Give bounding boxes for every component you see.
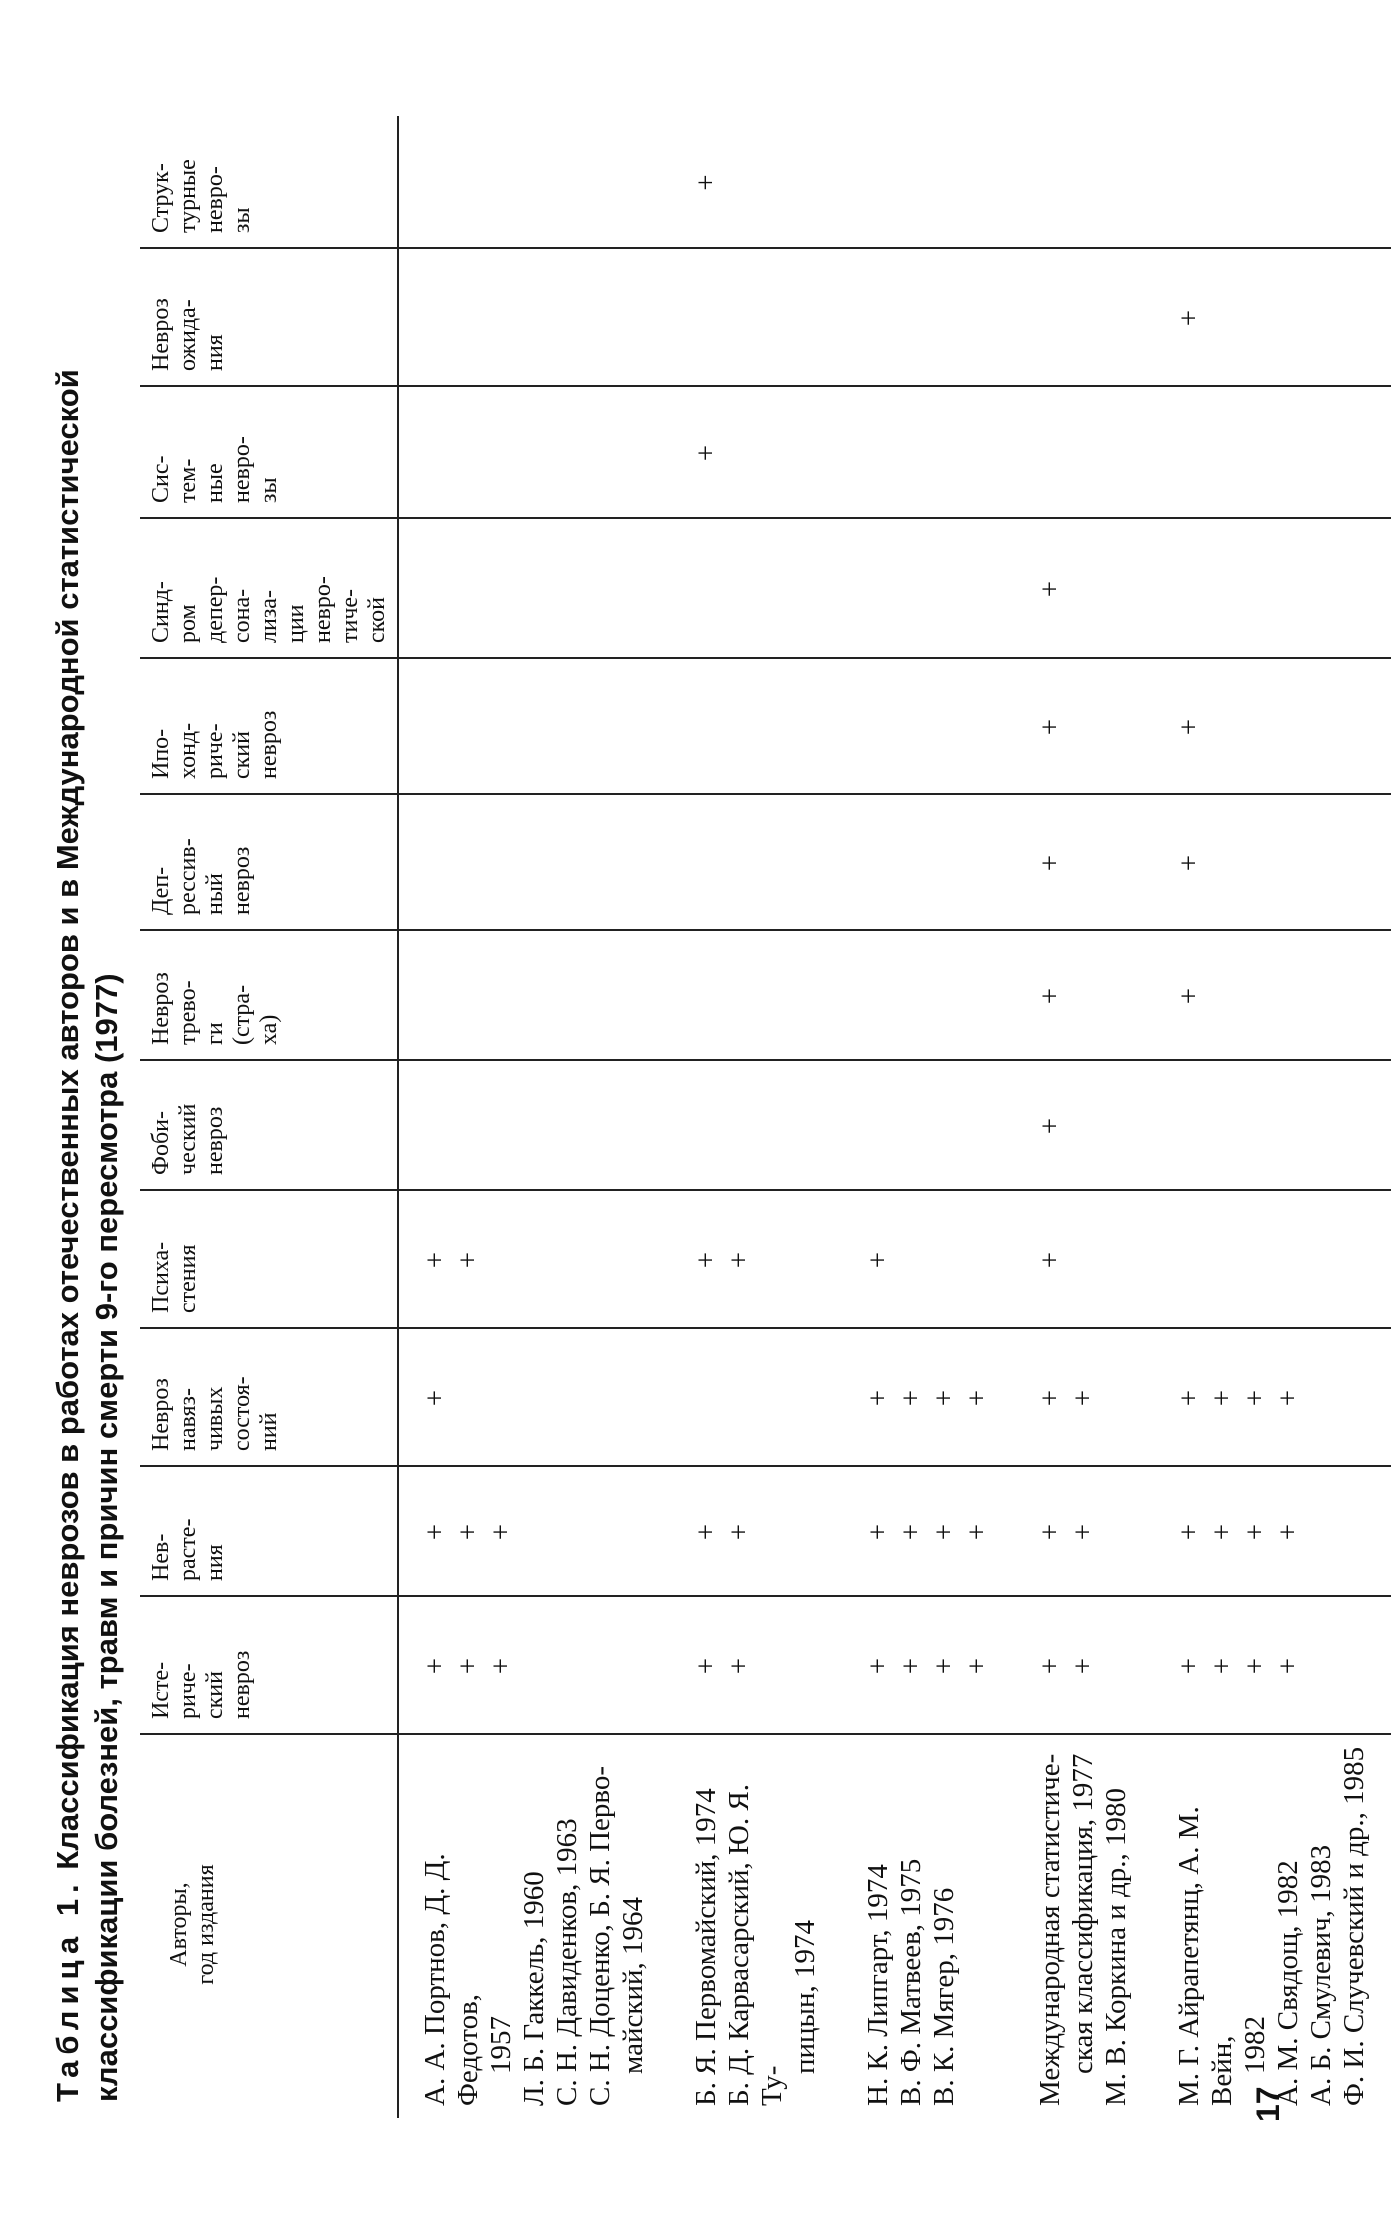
table-row [842,116,1014,2118]
author-line: Б. Д. Карвасарский, Ю. Я. Ту- [723,1784,788,2106]
plus-cell: + [1014,930,1153,1060]
plus-cell: + [1014,658,1153,794]
author-line: М. Г. Айрапетянц, А. М. Вейн, [1173,1806,1238,2106]
authors-cell [1014,1734,1153,2118]
plus-cell [398,658,670,794]
plus-cell [842,658,1014,794]
author-line: А. А. Портнов, Д. Д. Федотов, [419,1853,484,2106]
author-line: В. К. Мягер, 1976 [928,1887,960,2106]
plus-cell [1153,386,1391,518]
header-psychasthenia: Психа- стения [140,1190,398,1328]
plus-cell [1153,1060,1391,1190]
author-line: Л. Б. Гаккель, 1960 [518,1871,550,2106]
plus-cell: + [1014,518,1153,658]
header-hypochondriac-neurosis: Ипо- хонд- риче- ский невроз [140,658,398,794]
plus-cell [670,794,842,930]
plus-cell: + + + + [842,1466,1014,1596]
author-line: 1957 [485,2016,517,2074]
authors-cell [398,1734,670,2118]
plus-cell [398,794,670,930]
plus-cell: + [1014,1060,1153,1190]
plus-cell [842,1060,1014,1190]
header-expectation-neurosis: Невроз ожида- ния [140,248,398,386]
author-line: Международная статистиче- [1034,1753,1066,2106]
plus-cell [842,248,1014,386]
table-row [1153,116,1391,2118]
plus-cell: + + [670,1466,842,1596]
plus-cell [398,518,670,658]
header-authors: Авторы, год издания [140,1734,398,2118]
plus-cell [398,248,670,386]
header-structural-neuroses: Струк- турные невро- зы [140,116,398,248]
plus-cell [1153,116,1391,248]
plus-cell: + + [670,1190,842,1328]
table-row [398,116,670,2118]
table-row [1014,116,1153,2118]
plus-cell [842,794,1014,930]
author-line: Н. К. Липгарт, 1974 [862,1864,894,2106]
plus-cell: + + + + [842,1596,1014,1734]
plus-cell [670,930,842,1060]
plus-cell: + + [670,1596,842,1734]
author-line: майский, 1964 [617,1896,649,2074]
header-systemic-neuroses: Сис- тем- ные невро- зы [140,386,398,518]
plus-cell: + + + + [842,1328,1014,1466]
plus-cell [670,1328,842,1466]
table-row [670,116,842,2118]
neurosis-classification-table [140,116,1391,2118]
plus-cell [670,248,842,386]
plus-cell: + [670,386,842,518]
plus-cell: + [1153,930,1391,1060]
plus-cell: + + [1014,1596,1153,1734]
plus-cell: + [670,116,842,248]
plus-cell: + + + [398,1466,670,1596]
plus-cell: + [398,1328,670,1466]
caption-line-1 [48,122,87,2102]
plus-cell: + + [398,1190,670,1328]
author-line: Ф. И. Случевский и др., 1985 [1338,1746,1370,2106]
table-caption [48,122,126,2102]
header-row [140,116,398,2118]
plus-cell: + + + + [1153,1328,1391,1466]
author-line: С. Н. Давиденков, 1963 [551,1818,583,2106]
plus-cell [670,658,842,794]
plus-cell [1153,518,1391,658]
plus-cell [670,518,842,658]
author-line: А. М. Свядощ, 1982 [1272,1860,1304,2106]
plus-cell [1014,248,1153,386]
author-line: пицын, 1974 [789,1919,821,2074]
plus-cell: + + + + [1153,1596,1391,1734]
author-line: Б. Я. Первомайский, 1974 [690,1788,722,2106]
plus-cell [842,386,1014,518]
plus-cell [842,930,1014,1060]
author-line: В. Ф. Матвеев, 1975 [895,1858,927,2106]
plus-cell: + [1153,248,1391,386]
caption-line-2: классификации болезней, травм и причин смерти 9-го пересмотра (1977) [89,973,124,2102]
plus-cell [398,1060,670,1190]
authors-cell [1153,1734,1391,2118]
author-line: ская классификация, 1977 [1067,1753,1099,2074]
plus-cell: + [842,1190,1014,1328]
header-depressive-neurosis: Деп- рессив- ный невроз [140,794,398,930]
plus-cell [1153,1190,1391,1328]
caption-text: Классификация неврозов в работах отечественных авторов и в Международной статистической [50,369,85,1870]
plus-cell [670,1060,842,1190]
plus-cell: + + [1014,1328,1153,1466]
author-line: С. Н. Доценко, Б. Я. Перво- [584,1765,616,2106]
plus-cell: + + + [398,1596,670,1734]
plus-cell [398,116,670,248]
plus-cell [398,386,670,518]
plus-cell [1014,386,1153,518]
plus-cell: + [1014,794,1153,930]
plus-cell: + [1153,658,1391,794]
plus-cell: + [1014,1190,1153,1328]
plus-cell: + + [1014,1466,1153,1596]
caption-label: Таблица 1. [50,1878,85,2102]
header-obsessive-neurosis: Невроз навяз- чивых состоя- ний [140,1328,398,1466]
header-anxiety-neurosis: Невроз трево- ги (стра- ха) [140,930,398,1060]
page-number: 17 [1250,2086,1286,2122]
header-phobic-neurosis: Фоби- ческий невроз [140,1060,398,1190]
plus-cell [842,116,1014,248]
plus-cell: + [1153,794,1391,930]
header-depersonalization-syndrome: Синд- ром депер- сона- лиза- ции невро- тиче- ской [140,518,398,658]
plus-cell [398,930,670,1060]
plus-cell [1014,116,1153,248]
author-line: А. Б. Смулевич, 1983 [1305,1844,1337,2106]
plus-cell: + + + + [1153,1466,1391,1596]
authors-cell [670,1734,842,2118]
header-hysterical-neurosis: Исте- риче- ский невроз [140,1596,398,1734]
header-neurasthenia: Нев- расте- ния [140,1466,398,1596]
author-line: 1982 [1239,2016,1271,2074]
plus-cell [842,518,1014,658]
author-line: М. В. Коркина и др., 1980 [1100,1787,1132,2106]
authors-cell [842,1734,1014,2118]
